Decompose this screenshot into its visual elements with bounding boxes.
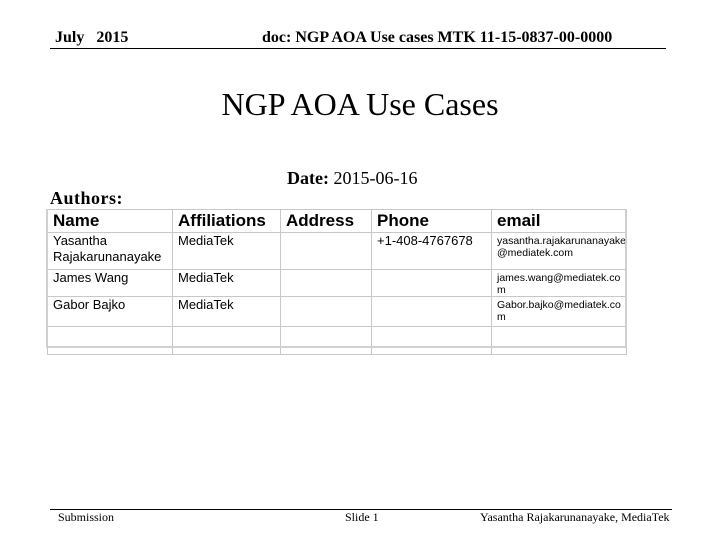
date-line bbox=[287, 168, 417, 189]
table-header-row bbox=[48, 210, 627, 233]
header-date: July 2015 bbox=[55, 29, 129, 46]
table-row bbox=[48, 233, 627, 270]
column-header-email: email bbox=[492, 210, 627, 233]
table-row bbox=[48, 297, 627, 327]
cell-affiliation: MediaTek bbox=[173, 297, 281, 327]
column-header-address: Address bbox=[281, 210, 372, 233]
footer-submission: Submission bbox=[58, 510, 115, 524]
header-rule bbox=[50, 48, 666, 49]
table-row bbox=[48, 327, 627, 355]
footer-slide-number: Slide 1 bbox=[345, 510, 379, 524]
cell-phone bbox=[372, 270, 492, 297]
header-doc-id: doc: NGP AOA Use cases MTK 11-15-0837-00-0000 bbox=[262, 29, 613, 46]
cell-affiliation bbox=[173, 327, 281, 355]
cell-email: james.wang@mediatek.com bbox=[492, 270, 627, 297]
cell-email bbox=[492, 327, 627, 355]
cell-name: James Wang bbox=[48, 270, 173, 297]
column-header-phone: Phone bbox=[372, 210, 492, 233]
cell-email: yasantha.rajakarunanayake@mediatek.com bbox=[492, 233, 627, 270]
cell-affiliation: MediaTek bbox=[173, 270, 281, 297]
cell-name bbox=[48, 327, 173, 355]
authors-table bbox=[47, 209, 627, 355]
cell-address bbox=[281, 327, 372, 355]
cell-phone bbox=[372, 327, 492, 355]
authors-label: Authors: bbox=[50, 188, 124, 208]
cell-phone bbox=[372, 297, 492, 327]
footer-author: Yasantha Rajakarunanayake, MediaTek bbox=[480, 510, 670, 524]
cell-name: Gabor Bajko bbox=[48, 297, 173, 327]
column-header-affiliations: Affiliations bbox=[173, 210, 281, 233]
cell-address bbox=[281, 233, 372, 270]
cell-affiliation: MediaTek bbox=[173, 233, 281, 270]
table-row bbox=[48, 270, 627, 297]
date-label: Date: bbox=[287, 168, 329, 188]
cell-name: Yasantha Rajakarunanayake bbox=[48, 233, 173, 270]
date-value: 2015-06-16 bbox=[333, 168, 418, 188]
cell-address bbox=[281, 297, 372, 327]
column-header-name: Name bbox=[48, 210, 173, 233]
cell-email: Gabor.bajko@mediatek.com bbox=[492, 297, 627, 327]
cell-phone: +1-408-4767678 bbox=[372, 233, 492, 270]
slide-title: NGP AOA Use Cases bbox=[221, 86, 499, 122]
cell-address bbox=[281, 270, 372, 297]
